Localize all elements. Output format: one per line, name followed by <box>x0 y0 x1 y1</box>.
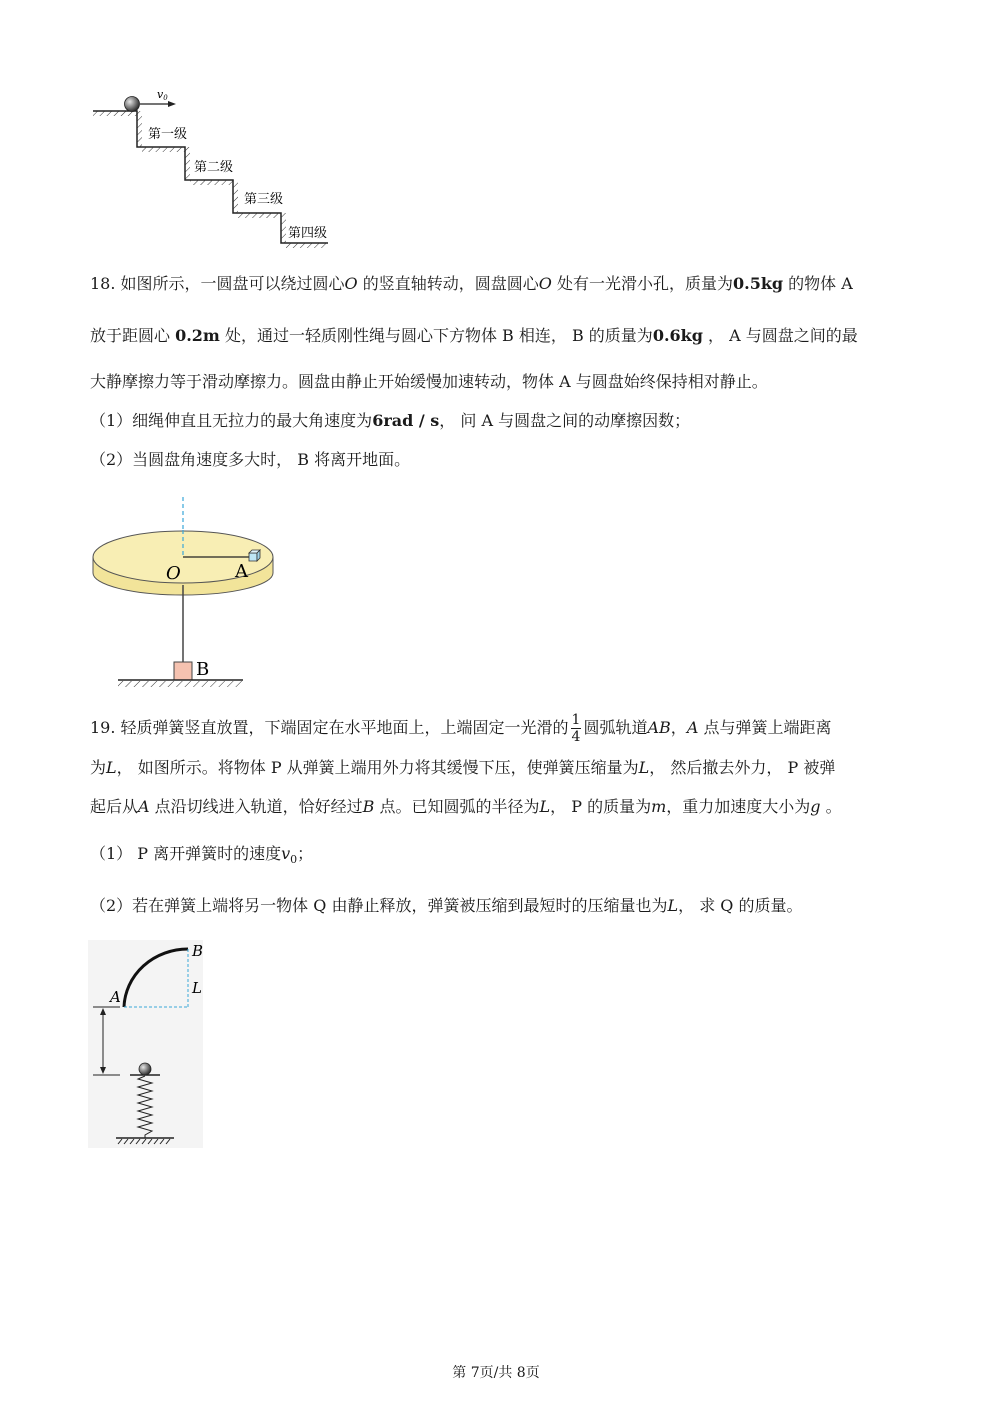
arc-spring-figure <box>88 940 208 1150</box>
q19-line-3: 起后从A 点沿切线进入轨道，恰好经过B 点。已知圆弧的半径为L， P 的质量为m，重力加速度大小为g 。 <box>90 797 842 816</box>
q19-part-2: （2）若在弹簧上端将另一物体 Q 由静止释放，弹簧被压缩到最短时的压缩量也为L， 求 Q 的质量。 <box>90 896 803 915</box>
label-b: B <box>196 659 210 680</box>
ball-p <box>139 1063 151 1075</box>
q18-line-2: 放于距圆心 0.2m 处，通过一轻质刚性绳与圆心下方物体 B 相连， B 的质量为0.6kg ， A 与圆盘之间的最 <box>90 326 858 345</box>
q18-part-1: （1）细绳伸直且无拉力的最大角速度为6rad / s， 问 A 与圆盘之间的动摩擦因数； <box>90 411 691 430</box>
block-a <box>249 553 257 561</box>
page-footer: 第 7页/共 8页 <box>452 1365 540 1381</box>
label-b: B <box>192 942 204 960</box>
step-label-2: 第二级 <box>194 160 234 175</box>
step-label-1: 第一级 <box>148 127 188 142</box>
ball <box>125 97 140 112</box>
stairs-figure <box>88 85 338 250</box>
v0-label: v0 <box>157 88 168 102</box>
label-o: O <box>166 563 181 584</box>
q18-part-2: （2）当圆盘角速度多大时， B 将离开地面。 <box>90 450 411 469</box>
q19-line-1: 19. 轻质弹簧竖直放置，下端固定在水平地面上，上端固定一光滑的 $\frac{1}{4}$ 圆弧轨道AB，A 点与弹簧上端距离 <box>90 712 832 745</box>
q19-part-1: （1） P 离开弹簧时的速度$v_0$； <box>90 844 314 867</box>
block-b <box>174 662 192 680</box>
label-l: L <box>192 979 202 997</box>
fraction-quarter: $\frac{1}{4}$ <box>571 712 581 745</box>
label-a: A <box>110 988 121 1006</box>
q18-line-3: 大静摩擦力等于滑动摩擦力。圆盘由静止开始缓慢加速转动，物体 A 与圆盘始终保持相对静止。 <box>90 372 768 391</box>
disk-figure <box>88 495 288 695</box>
label-a: A <box>235 561 248 582</box>
q18-line-1: 18. 如图所示，一圆盘可以绕过圆心O 的竖直轴转动，圆盘圆心O 处有一光滑小孔，质量为0.5kg 的物体 A <box>90 274 853 293</box>
q19-line-2: 为L， 如图所示。将物体 P 从弹簧上端用外力将其缓慢下压，使弹簧压缩量为L， 然后撤去外力， P 被弹 <box>90 758 836 777</box>
step-label-4: 第四级 <box>288 226 328 241</box>
step-label-3: 第三级 <box>244 192 284 207</box>
